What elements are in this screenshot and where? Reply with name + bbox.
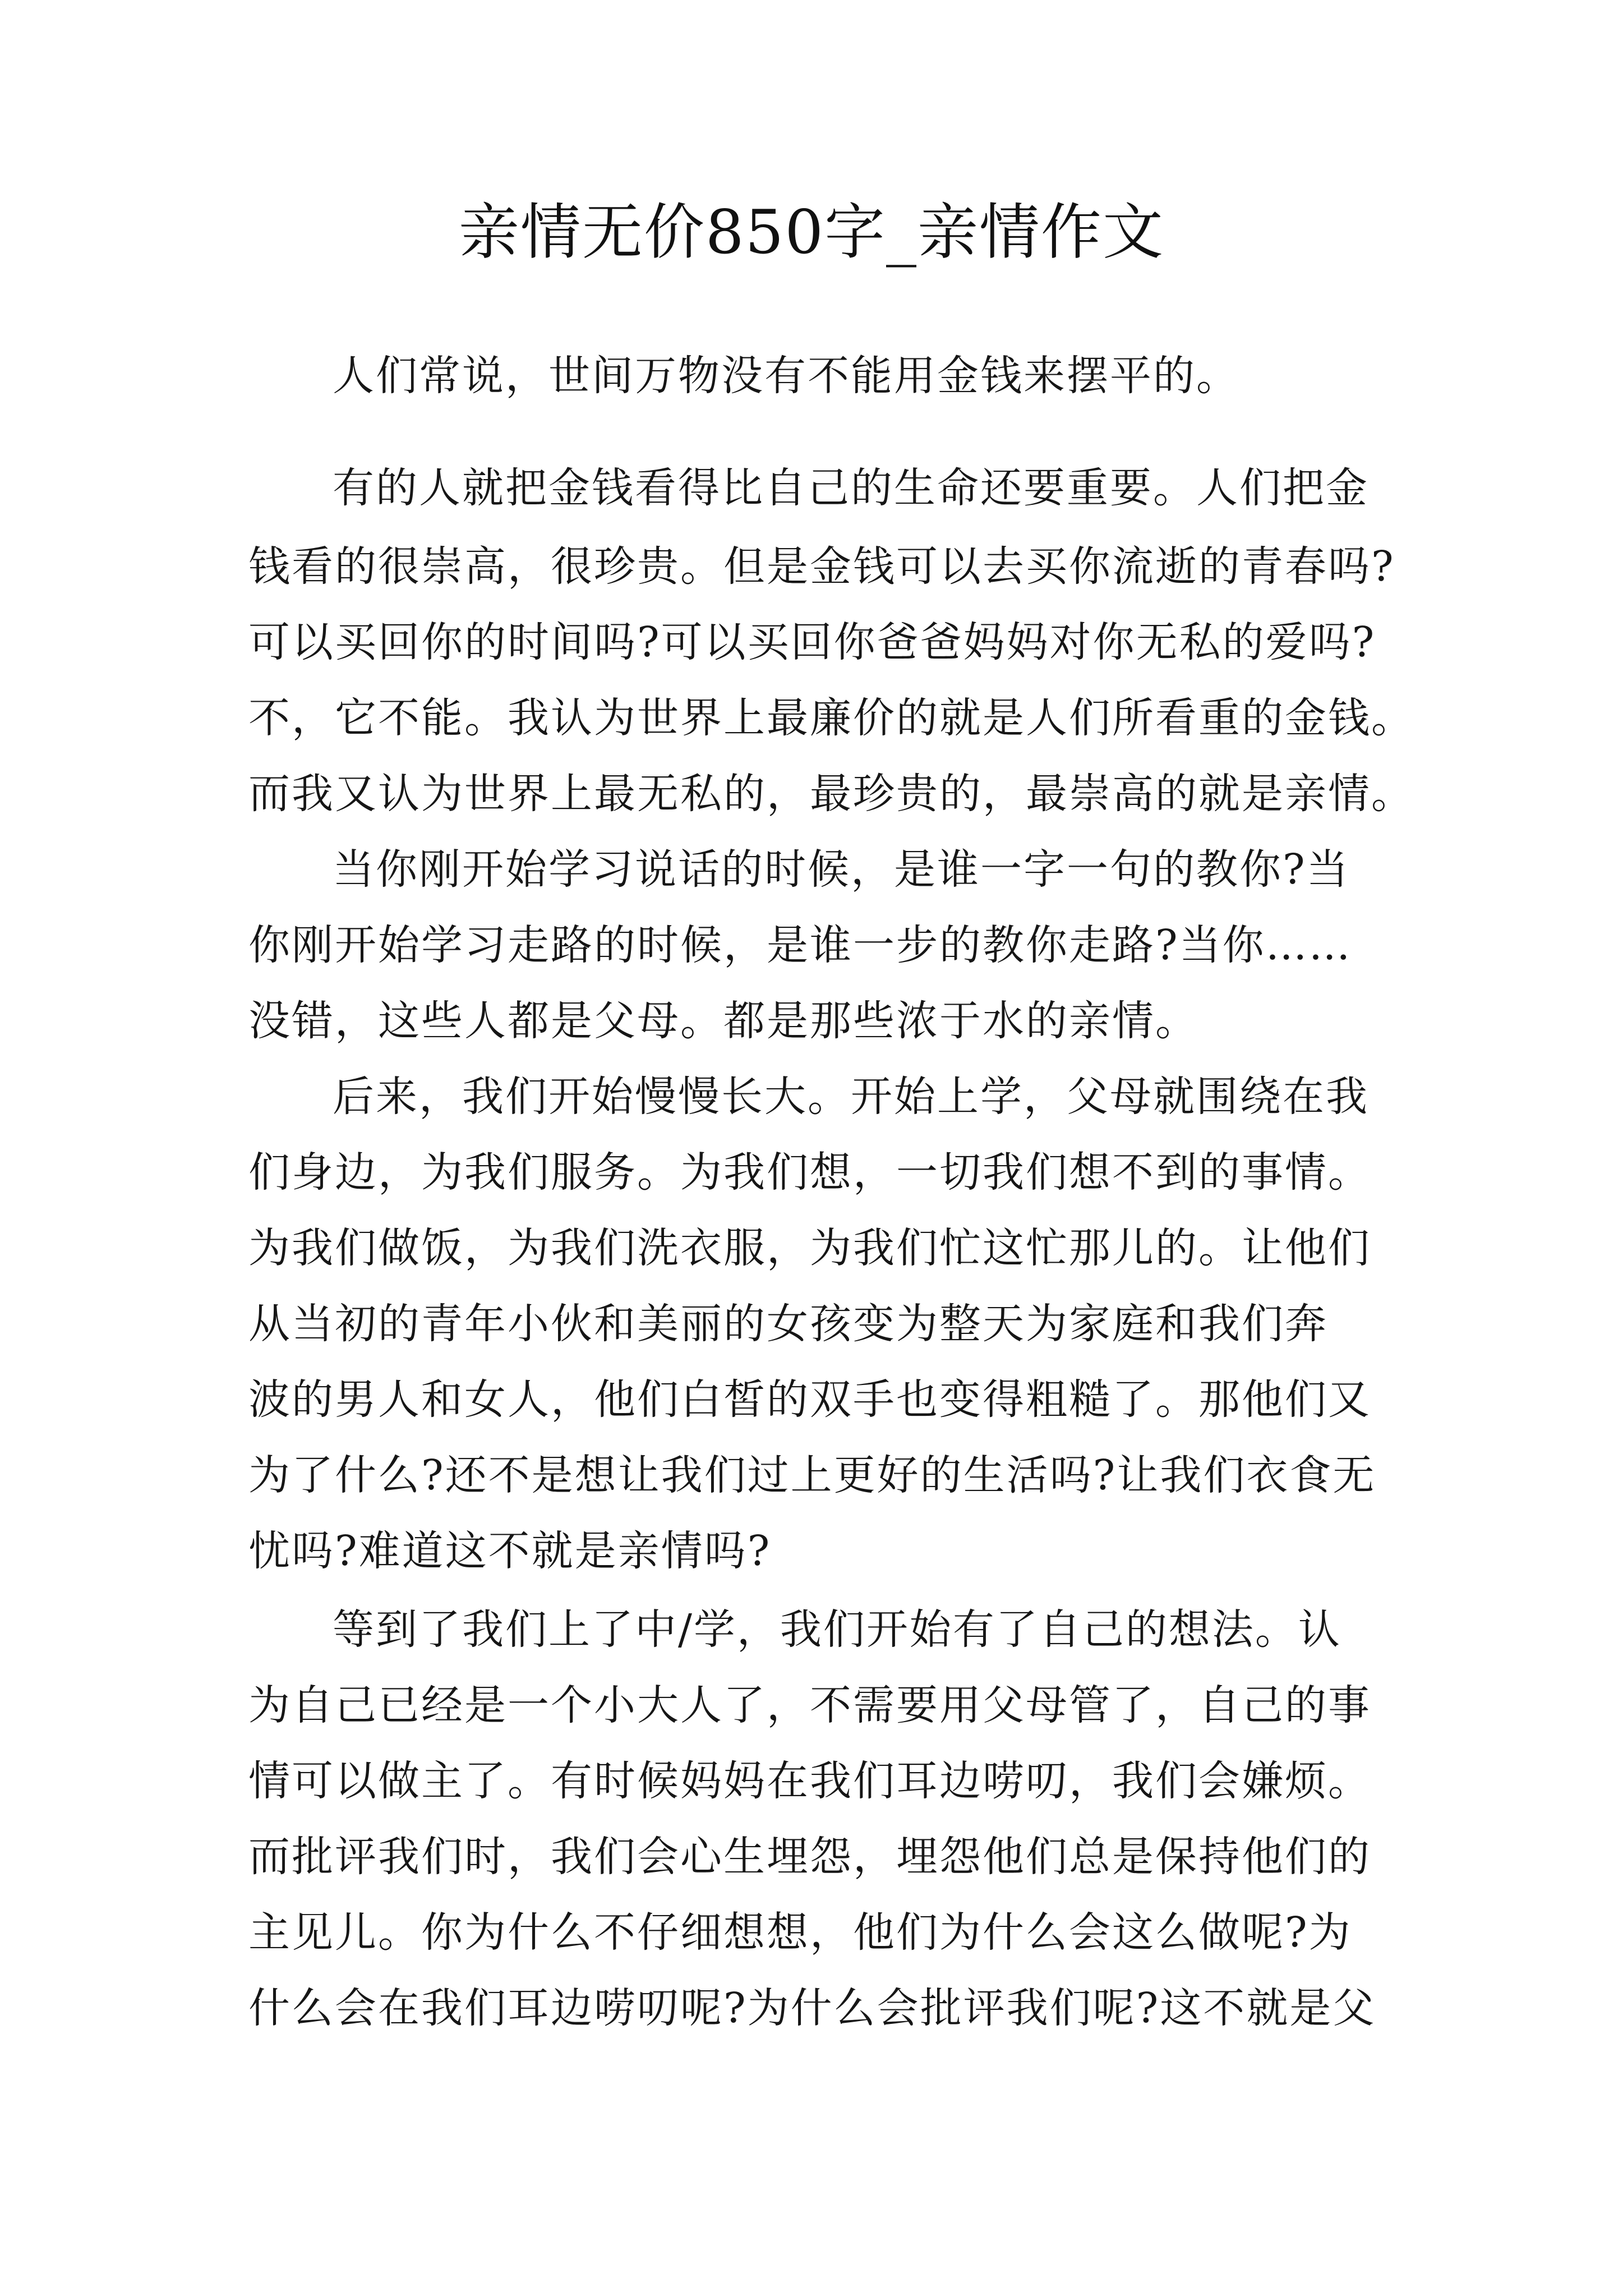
paragraph-line: 们身边，为我们服务。为我们想，一切我们想不到的事情。 [248, 1148, 1371, 1197]
paragraph-line: 可以买回你的时间吗?可以买回你爸爸妈妈对你无私的爱吗? [248, 618, 1376, 666]
paragraph-line: 从当初的青年小伙和美丽的女孩变为整天为家庭和我们奔 [248, 1300, 1328, 1348]
paragraph-line: 不，它不能。我认为世界上最廉价的就是人们所看重的金钱。 [248, 694, 1414, 742]
paragraph-line: 为我们做饭，为我们洗衣服，为我们忙这忙那儿的。让他们 [248, 1224, 1371, 1272]
paragraph-line: 为了什么?还不是想让我们过上更好的生活吗?让我们衣食无 [248, 1451, 1376, 1499]
document-title: 亲情无价850字_亲情作文 [458, 197, 1165, 268]
paragraph-line: 人们常说，世间万物没有不能用金钱来摆平的。 [333, 352, 1239, 400]
paragraph-line: 情可以做主了。有时候妈妈在我们耳边唠叨，我们会嫌烦。 [248, 1757, 1371, 1805]
paragraph-line: 你刚开始学习走路的时候，是谁一步的教你走路?当你…… [248, 921, 1352, 969]
paragraph-line: 主见儿。你为什么不仔细想想，他们为什么会这么做呢?为 [248, 1908, 1352, 1957]
paragraph-line: 而我又认为世界上最无私的，最珍贵的，最崇高的就是亲情。 [248, 770, 1414, 818]
paragraph-line: 忧吗?难道这不就是亲情吗? [248, 1527, 772, 1575]
paragraph-line: 为自己已经是一个小大人了，不需要用父母管了，自己的事 [248, 1681, 1371, 1729]
paragraph-line: 钱看的很崇高，很珍贵。但是金钱可以去买你流逝的青春吗? [248, 542, 1395, 591]
paragraph-line: 波的男人和女人，他们白皙的双手也变得粗糙了。那他们又 [248, 1375, 1371, 1424]
paragraph-line: 当你刚开始学习说话的时候，是谁一字一句的教你?当 [333, 845, 1350, 894]
paragraph-line: 等到了我们上了中/学，我们开始有了自己的想法。认 [333, 1605, 1341, 1654]
paragraph-line: 后来，我们开始慢慢长大。开始上学，父母就围绕在我 [333, 1073, 1369, 1121]
paragraph-line: 什么会在我们耳边唠叨呢?为什么会批评我们呢?这不就是父 [248, 1984, 1376, 2032]
paragraph-line: 有的人就把金钱看得比自己的生命还要重要。人们把金 [333, 464, 1369, 512]
paragraph-line: 没错，这些人都是父母。都是那些浓于水的亲情。 [248, 997, 1198, 1045]
paragraph-line: 而批评我们时，我们会心生埋怨，埋怨他们总是保持他们的 [248, 1833, 1371, 1881]
